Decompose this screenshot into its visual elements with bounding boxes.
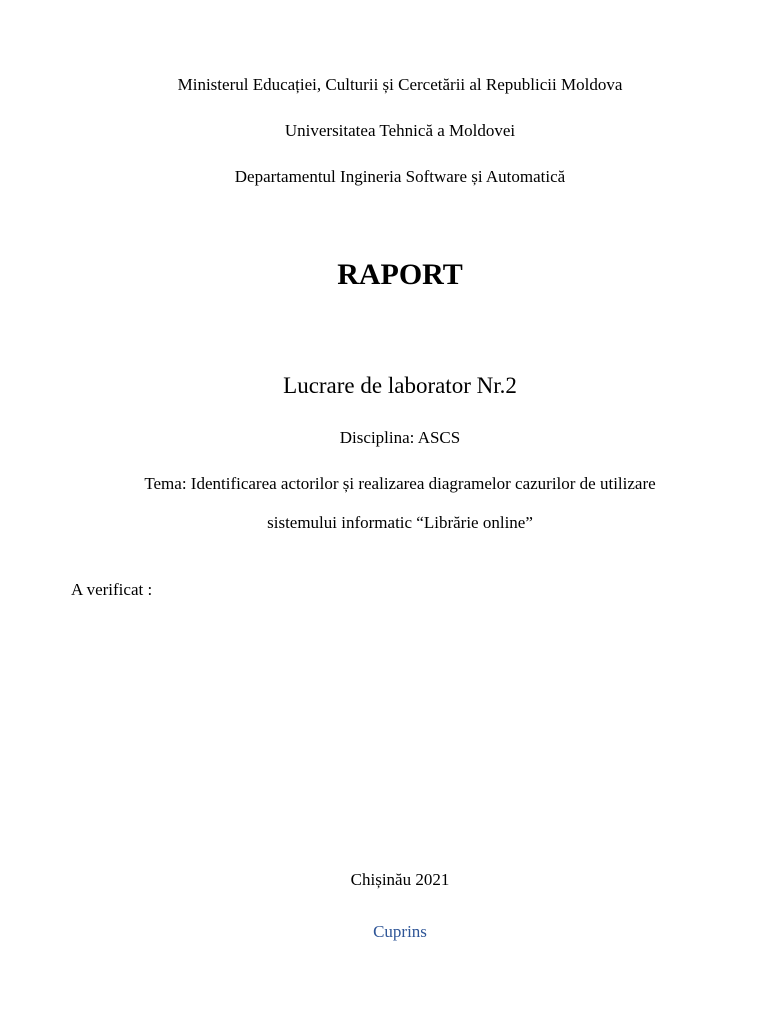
topic-line-1: Tema: Identificarea actorilor și realizarea diagramelor cazurilor de utilizare	[144, 474, 656, 493]
department-name: Departamentul Ingineria Software și Automatică	[234, 167, 566, 186]
topic-line-2: sistemului informatic “Librărie online”	[267, 513, 533, 532]
report-title: RAPORT	[337, 258, 463, 291]
lab-work-title: Lucrare de laborator Nr.2	[283, 373, 517, 398]
contents-heading: Cuprins	[373, 922, 427, 941]
discipline: Disciplina: ASCS	[339, 428, 461, 447]
ministry-name: Ministerul Educației, Culturii și Cercetării al Republicii Moldova	[177, 75, 623, 94]
city-year: Chișinău 2021	[350, 870, 450, 889]
verified-by-label: A verificat :	[71, 580, 153, 599]
university-name: Universitatea Tehnică a Moldovei	[284, 121, 516, 140]
